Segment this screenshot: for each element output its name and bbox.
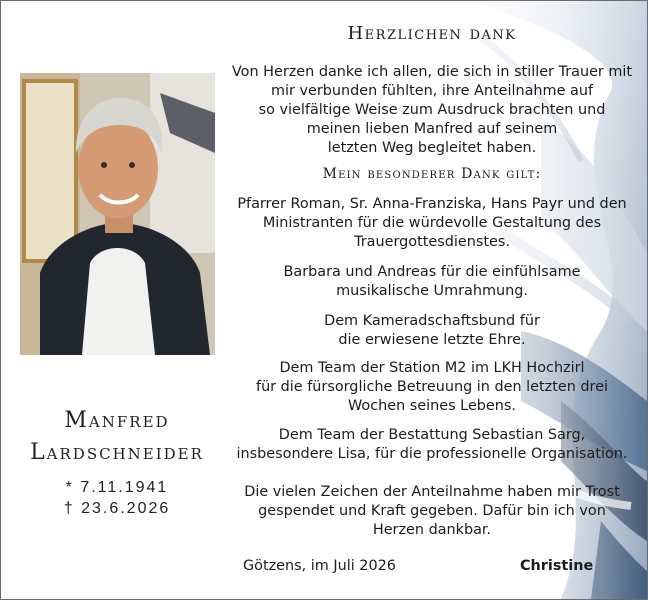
closing-line: Die vielen Zeichen der Anteilnahme haben mir Trost xyxy=(244,484,620,500)
thanks-paragraph xyxy=(229,312,635,350)
thanks-line: Pfarrer Roman, Sr. Anna-Franziska, Hans Payr und den xyxy=(237,196,627,212)
thanks-paragraph xyxy=(229,195,635,252)
closing-paragraph xyxy=(229,483,635,540)
thanks-line: Dem Team der Bestattung Sebastian Sarg, xyxy=(278,427,586,443)
thanks-line: Ministranten für die würdevolle Gestaltung des xyxy=(262,215,602,231)
signature: Christine xyxy=(520,558,594,574)
thanks-line: Dem Kameradschaftsbund für xyxy=(324,313,540,329)
death-date: † 23.6.2026 xyxy=(63,500,171,517)
thanks-line: für die fürsorgliche Betreuung in den letzten drei xyxy=(256,379,608,395)
thanks-line: insbesondere Lisa, für die professionelle Organisation. xyxy=(236,446,628,462)
thanks-paragraph xyxy=(229,426,635,464)
thanks-paragraph xyxy=(229,263,635,301)
thanks-line: Trauergottesdienstes. xyxy=(354,234,510,250)
thanks-line: Barbara und Andreas für die einfühlsame xyxy=(283,264,581,280)
thanks-paragraph xyxy=(229,359,635,416)
intro-line: letzten Weg begleitet haben. xyxy=(327,140,537,156)
closing-line: gespendet und Kraft gegeben. Dafür bin ich von xyxy=(258,503,606,519)
thanks-line: Dem Team der Station M2 im LKH Hochzirl xyxy=(279,360,585,376)
intro-paragraph xyxy=(229,63,635,158)
closing-line: Herzen dankbar. xyxy=(372,522,492,538)
thanks-line: musikalische Umrahmung. xyxy=(336,283,528,299)
place-and-date: Götzens, im Juli 2026 xyxy=(243,558,396,574)
main-heading: Herzlichen dank xyxy=(347,23,517,44)
portrait-photo xyxy=(20,73,215,355)
deceased-first-name: Manfred xyxy=(64,408,170,433)
deceased-last-name: Lardschneider xyxy=(30,440,204,465)
thanks-line: die erwiesene letzte Ehre. xyxy=(338,332,526,348)
thanks-line: Wochen seines Lebens. xyxy=(348,398,516,414)
intro-line: Von Herzen danke ich allen, die sich in stiller Trauer mit xyxy=(231,64,633,80)
subheading: Mein besonderer Dank gilt: xyxy=(322,166,542,182)
intro-line: so vielfältige Weise zum Ausdruck brachten und xyxy=(258,102,606,118)
intro-line: meinen lieben Manfred auf seinem xyxy=(306,121,558,137)
intro-line: mir verbunden fühlten, ihre Anteilnahme auf xyxy=(270,83,594,99)
birth-date: * 7.11.1941 xyxy=(65,479,169,496)
